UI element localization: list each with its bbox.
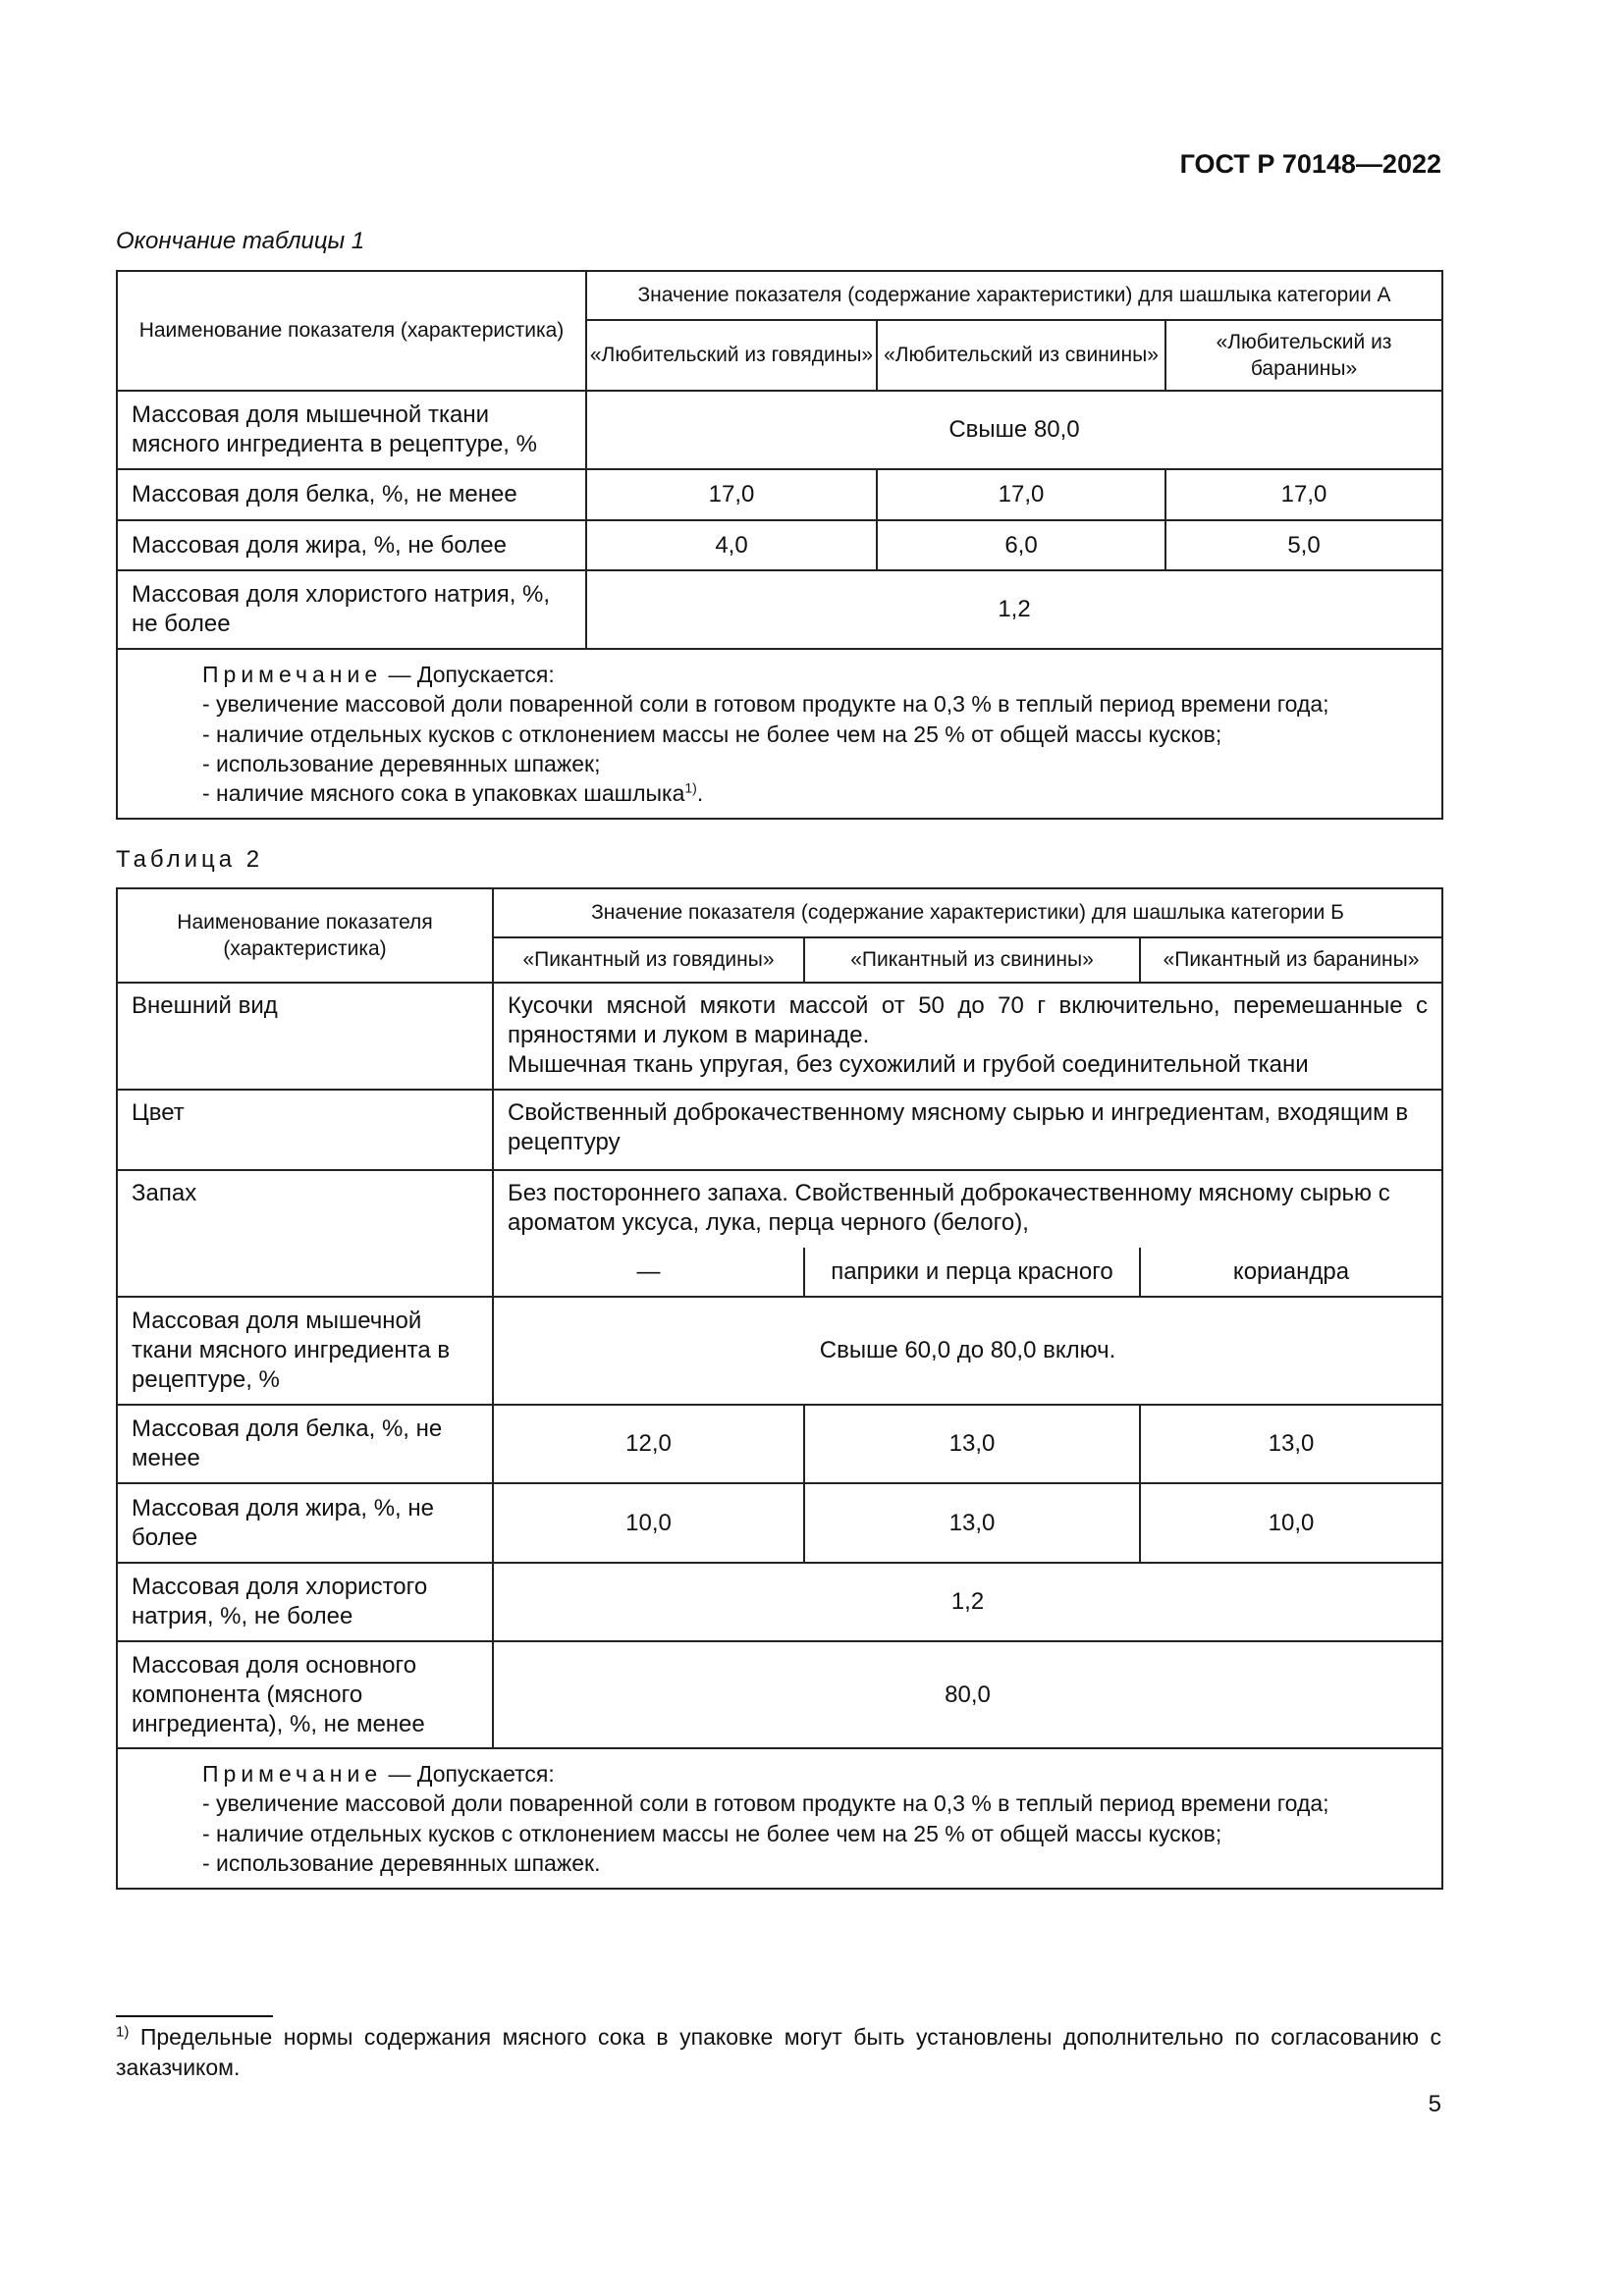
t1-row-label: Массовая доля жира, %, не более [117, 520, 586, 570]
t2-row-label: Массовая доля жира, %, не более [117, 1483, 493, 1563]
t2-merged-value: 1,2 [493, 1563, 1442, 1641]
t2-cell: 13,0 [804, 1405, 1140, 1483]
t2-header-param: Наименование показателя (характеристика) [117, 888, 493, 983]
note-item: - увеличение массовой доли поваренной соли в готовом продукте на 0,3 % в теплый период времени года; [202, 1790, 1329, 1817]
note-intro: — Допускается: [382, 1761, 555, 1787]
footnote [116, 2022, 1441, 2083]
table-1 [116, 270, 1443, 820]
t1-col-lamb: «Любительский из баранины» [1165, 320, 1442, 391]
note-item: - увеличение массовой доли поваренной соли в готовом продукте на 0,3 % в теплый период времени года; [202, 691, 1329, 718]
note-item: - использование деревянных шпажек. [202, 1850, 601, 1877]
footnote-ref: 1) [684, 779, 697, 796]
t1-col-pork: «Любительский из свинины» [877, 320, 1165, 391]
t2-merged-value: 80,0 [493, 1641, 1442, 1748]
t2-header-group: Значение показателя (содержание характеристики) для шашлыка категории Б [493, 888, 1442, 937]
t2-row-label: Внешний вид [117, 983, 493, 1090]
t2-row-label: Запах [117, 1170, 493, 1297]
t2-col-beef: «Пикантный из говядины» [493, 937, 804, 983]
t2-note [117, 1748, 1442, 1889]
note-intro: — Допускается: [382, 662, 555, 687]
table-2 [116, 887, 1443, 1890]
t1-header-group: Значение показателя (содержание характеристики) для шашлыка категории А [586, 271, 1442, 320]
note-item: - наличие мясного сока в упаковках шашлыка [202, 780, 685, 807]
t1-cell: 6,0 [877, 520, 1165, 570]
t2-cell: 10,0 [493, 1483, 804, 1563]
t1-cell: 4,0 [586, 520, 877, 570]
t1-row-label: Массовая доля хлористого натрия, %, не более [117, 570, 586, 649]
note-item-end: . [696, 780, 704, 807]
t2-cell: 13,0 [1140, 1405, 1442, 1483]
footnote-text: Предельные нормы содержания мясного сока в упаковке могут быть установлены дополнительно по согласованию с заказчиком. [116, 2024, 1441, 2081]
note-item: - наличие отдельных кусков с отклонением массы не более чем на 25 % от общей массы кусков; [202, 721, 1222, 747]
t2-row-label: Массовая доля белка, %, не менее [117, 1405, 493, 1483]
t2-cell: паприки и перца красного [804, 1248, 1140, 1297]
t2-cell: 10,0 [1140, 1483, 1442, 1563]
t2-cell: 13,0 [804, 1483, 1140, 1563]
t1-cell: 5,0 [1165, 520, 1442, 570]
t1-merged-value: 1,2 [586, 570, 1442, 649]
t1-row-label: Массовая доля мышечной ткани мясного ингредиента в рецептуре, % [117, 391, 586, 469]
t1-cell: 17,0 [877, 469, 1165, 520]
appearance-line: Мышечная ткань упругая, без сухожилий и грубой соединительной ткани [508, 1051, 1309, 1078]
note-word: Примечание [202, 662, 383, 687]
note-item: - использование деревянных шпажек; [202, 751, 601, 777]
table1-caption: Окончание таблицы 1 [116, 228, 365, 254]
t2-col-pork: «Пикантный из свинины» [804, 937, 1140, 983]
t2-row-label: Массовая доля хлористого натрия, %, не более [117, 1563, 493, 1641]
t2-description: Свойственный доброкачественному мясному сырью и ингредиентам, входящим в рецептуру [493, 1090, 1442, 1170]
t1-note [117, 649, 1442, 819]
t2-merged-value: Свыше 60,0 до 80,0 включ. [493, 1297, 1442, 1405]
t2-cell: 12,0 [493, 1405, 804, 1483]
t2-row-label: Цвет [117, 1090, 493, 1170]
t1-col-beef: «Любительский из говядины» [586, 320, 877, 391]
t2-description: Без постороннего запаха. Свойственный доброкачественному мясному сырью с ароматом уксуса, лука, перца черного (белого), [493, 1170, 1442, 1248]
t1-cell: 17,0 [1165, 469, 1442, 520]
t2-row-label: Массовая доля мышечной ткани мясного ингредиента в рецептуре, % [117, 1297, 493, 1405]
t1-header-param: Наименование показателя (характеристика) [117, 271, 586, 391]
t1-cell: 17,0 [586, 469, 877, 520]
t1-merged-value: Свыше 80,0 [586, 391, 1442, 469]
t1-row-label: Массовая доля белка, %, не менее [117, 469, 586, 520]
table2-label: Таблица 2 [116, 846, 264, 873]
t2-description [493, 983, 1442, 1090]
t2-cell: — [493, 1248, 804, 1297]
note-item: - наличие отдельных кусков с отклонением массы не более чем на 25 % от общей массы кусков; [202, 1820, 1222, 1846]
t2-col-lamb: «Пикантный из баранины» [1140, 937, 1442, 983]
t2-cell: кориандра [1140, 1248, 1442, 1297]
note-word: Примечание [202, 1761, 383, 1787]
footnote-marker: 1) [116, 2023, 130, 2041]
standard-number: ГОСТ Р 70148—2022 [1179, 149, 1441, 179]
footnote-rule [116, 2015, 273, 2017]
appearance-line: Кусочки мясной мякоти массой от 50 до 70 г включительно, перемешанные с пряностями и луком в маринаде. [508, 992, 1429, 1048]
t2-row-label: Массовая доля основного компонента (мясного ингредиента), %, не менее [117, 1641, 493, 1748]
page-number: 5 [1428, 2091, 1441, 2117]
